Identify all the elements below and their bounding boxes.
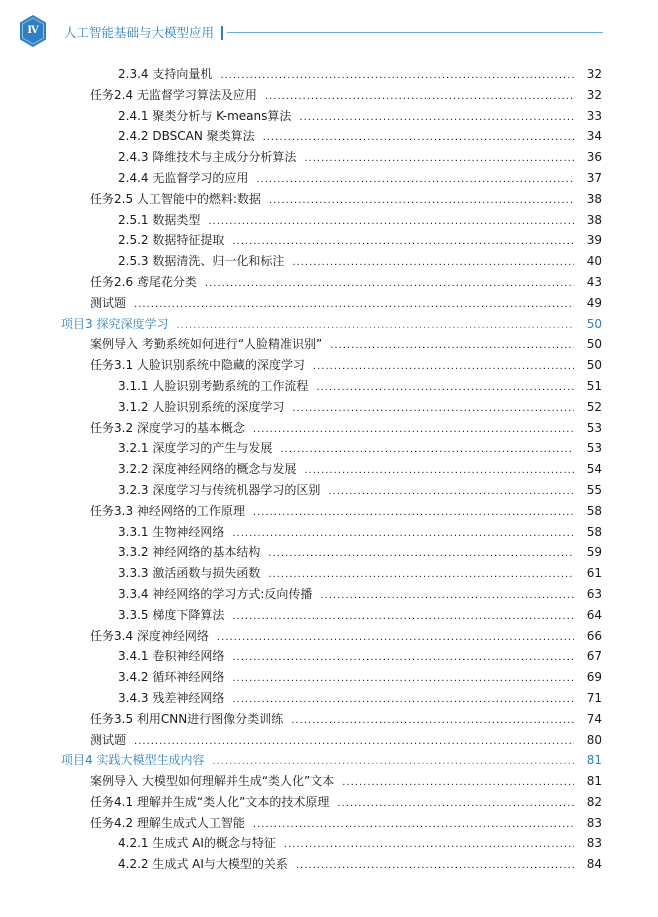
toc-dot-leader [291,711,574,732]
toc-entry-page-number: 40 [586,254,602,269]
toc-entry-title: 任务3.1 人脸识别系统中隐藏的深度学习 [90,358,305,373]
toc-dot-leader [176,316,574,337]
toc-dot-leader [296,856,574,877]
toc-entry-title: 测试题 [90,295,127,310]
toc-dot-leader [205,274,574,295]
toc-section-entry[interactable] [0,64,658,85]
toc-entry-page-number: 53 [586,441,602,456]
toc-entry-page-number: 33 [586,108,602,123]
toc-task-entry[interactable] [0,730,658,751]
toc-entry-page-number: 83 [586,836,602,851]
toc-entry-page-number: 50 [586,337,602,352]
toc-entry-title: 案例导入 大模型如何理解并生成“类人化”文本 [90,774,335,789]
toc-section-entry[interactable] [0,480,658,501]
toc-entry-title: 测试题 [90,732,127,747]
toc-entry-page-number: 37 [586,170,602,185]
toc-task-entry[interactable] [0,334,658,355]
toc-entry-title: 4.2.2 生成式 AI与大模型的关系 [118,857,288,872]
toc-section-entry[interactable] [0,147,658,168]
toc-section-entry[interactable] [0,397,658,418]
toc-entry-title: 任务4.1 理解并生成“类人化”文本的技术原理 [90,794,330,809]
toc-section-entry[interactable] [0,106,658,127]
toc-dot-leader [232,607,574,628]
toc-entry-title: 任务4.2 理解生成式人工智能 [90,815,245,830]
toc-dot-leader [263,128,574,149]
toc-entry-page-number: 82 [586,794,602,809]
toc-dot-leader [299,108,574,129]
toc-dot-leader [217,628,574,649]
toc-entry-title: 2.4.4 无监督学习的应用 [118,170,249,185]
toc-entry-page-number: 58 [586,524,602,539]
toc-dot-leader [284,835,574,856]
toc-entry-page-number: 54 [586,462,602,477]
toc-section-entry[interactable] [0,376,658,397]
toc-dot-leader [268,544,574,565]
toc-entry-title: 3.3.3 激活函数与损失函数 [118,566,261,581]
toc-entry-page-number: 61 [586,566,602,581]
toc-entry-page-number: 66 [586,628,602,643]
toc-dot-leader [328,482,574,503]
toc-section-entry[interactable] [0,563,658,584]
toc-entry-title: 任务3.4 深度神经网络 [90,628,209,643]
header-divider-bar [221,26,223,40]
toc-entry-title: 任务3.5 利用CNN进行图像分类训练 [90,711,284,726]
toc-entry-page-number: 36 [586,150,602,165]
toc-dot-leader [208,212,574,233]
toc-entry-page-number: 74 [586,711,602,726]
toc-dot-leader [320,586,574,607]
toc-dot-leader [268,565,574,586]
toc-section-entry[interactable] [0,251,658,272]
toc-dot-leader [304,149,574,170]
toc-section-entry[interactable] [0,833,658,854]
toc-entry-title: 项目3 探究深度学习 [61,316,169,331]
toc-dot-leader [134,732,574,753]
toc-section-entry[interactable] [0,126,658,147]
toc-entry-title: 3.3.1 生物神经网络 [118,524,225,539]
toc-section-entry[interactable] [0,605,658,626]
toc-entry-page-number: 50 [586,358,602,373]
toc-task-entry[interactable] [0,418,658,439]
toc-entry-title: 2.4.3 降维技术与主成分分析算法 [118,150,297,165]
toc-section-entry[interactable] [0,459,658,480]
toc-task-entry[interactable] [0,626,658,647]
toc-entry-title: 3.4.3 残差神经网络 [118,690,225,705]
toc-section-entry[interactable] [0,667,658,688]
toc-dot-leader [232,232,574,253]
toc-section-entry[interactable] [0,646,658,667]
toc-entry-title: 3.2.2 深度神经网络的概念与发展 [118,462,297,477]
toc-entry-title: 任务2.4 无监督学习算法及应用 [90,87,257,102]
toc-task-entry[interactable] [0,293,658,314]
toc-task-entry[interactable] [0,272,658,293]
toc-entry-title: 3.4.1 卷积神经网络 [118,649,225,664]
toc-entry-title: 3.2.3 深度学习与传统机器学习的区别 [118,482,321,497]
toc-task-entry[interactable] [0,709,658,730]
toc-dot-leader [316,378,574,399]
toc-entry-page-number: 83 [586,815,602,830]
toc-dot-leader [253,503,574,524]
toc-entry-title: 4.2.1 生成式 AI的概念与特征 [118,836,276,851]
toc-section-entry[interactable] [0,542,658,563]
toc-entry-title: 2.5.1 数据类型 [118,212,201,227]
toc-entry-title: 任务3.3 神经网络的工作原理 [90,503,245,518]
toc-entry-title: 3.3.5 梯度下降算法 [118,607,225,622]
toc-task-entry[interactable] [0,189,658,210]
toc-entry-page-number: 81 [586,774,602,789]
toc-entry-page-number: 71 [586,690,602,705]
toc-entry-title: 3.1.1 人脸识别考勤系统的工作流程 [118,378,309,393]
toc-task-entry[interactable] [0,501,658,522]
toc-entry-page-number: 38 [586,191,602,206]
toc-entry-page-number: 81 [586,753,602,768]
running-header [0,0,658,60]
toc-entry-page-number: 53 [586,420,602,435]
toc-entry-page-number: 52 [586,399,602,414]
toc-entry-title: 任务2.6 鸢尾花分类 [90,274,197,289]
toc-dot-leader [337,794,574,815]
toc-task-entry[interactable] [0,813,658,834]
toc-entry-title: 3.4.2 循环神经网络 [118,670,225,685]
toc-dot-leader [134,295,574,316]
toc-dot-leader [232,669,574,690]
toc-dot-leader [342,773,574,794]
toc-project-entry[interactable] [0,314,658,335]
toc-entry-page-number: 32 [586,87,602,102]
toc-entry-title: 3.3.4 神经网络的学习方式:反向传播 [118,586,313,601]
toc-entry-title: 2.5.2 数据特征提取 [118,233,225,248]
toc-entry-title: 2.3.4 支持向量机 [118,67,213,81]
toc-entry-title: 3.3.2 神经网络的基本结构 [118,545,261,560]
toc-dot-leader [292,399,574,420]
toc-entry-page-number: 80 [586,732,602,747]
toc-entry-page-number: 38 [586,212,602,227]
toc-entry-title: 2.5.3 数据清洗、归一化和标注 [118,254,285,269]
toc-dot-leader [265,87,574,108]
toc-dot-leader [232,648,574,669]
toc-entry-page-number: 34 [586,129,602,144]
toc-entry-title: 项目4 实践大模型生成内容 [61,753,205,768]
toc-section-entry[interactable] [0,438,658,459]
toc-dot-leader [313,357,574,378]
book-title: 人工智能基础与大模型应用 [64,25,215,40]
toc-task-entry[interactable] [0,792,658,813]
toc-section-entry[interactable] [0,210,658,231]
toc-entry-page-number: 49 [586,295,602,310]
toc-entry-page-number: 50 [586,316,602,331]
toc-dot-leader [269,191,574,212]
toc-entry-title: 2.4.2 DBSCAN 聚类算法 [118,129,255,144]
toc-entry-title: 任务2.5 人工智能中的燃料:数据 [90,191,261,206]
toc-entry-title: 任务3.2 深度学习的基本概念 [90,420,245,435]
toc-dot-leader [304,461,574,482]
toc-entry-page-number: 64 [586,607,602,622]
toc-entry-title: 3.1.2 人脸识别系统的深度学习 [118,399,285,414]
toc-dot-leader [292,253,574,274]
toc-dot-leader [280,440,574,461]
toc-section-entry[interactable] [0,688,658,709]
toc-entry-page-number: 32 [586,67,602,81]
toc-entry-page-number: 63 [586,586,602,601]
toc-section-entry[interactable] [0,584,658,605]
toc-entry-title: 3.2.1 深度学习的产生与发展 [118,441,273,456]
toc-section-entry[interactable] [0,854,658,875]
toc-entry-page-number: 51 [586,378,602,393]
toc-dot-leader [253,420,574,441]
toc-entry-page-number: 55 [586,482,602,497]
toc-entry-page-number: 69 [586,670,602,685]
table-of-contents [0,64,658,875]
toc-entry-page-number: 67 [586,649,602,664]
toc-project-entry[interactable] [0,750,658,771]
toc-entry-title: 2.4.1 聚类分析与 K-means算法 [118,108,292,123]
toc-task-entry[interactable] [0,771,658,792]
toc-dot-leader [212,752,574,773]
toc-section-entry[interactable] [0,168,658,189]
toc-entry-title: 案例导入 考勤系统如何进行“人脸精准识别” [90,337,323,352]
toc-task-entry[interactable] [0,85,658,106]
toc-dot-leader [220,66,574,87]
toc-section-entry[interactable] [0,230,658,251]
toc-dot-leader [232,524,574,545]
toc-dot-leader [253,815,574,836]
toc-task-entry[interactable] [0,355,658,376]
toc-entry-page-number: 59 [586,545,602,560]
toc-entry-page-number: 39 [586,233,602,248]
toc-entry-page-number: 84 [586,857,602,872]
header-rule [227,32,603,33]
toc-dot-leader [232,690,574,711]
toc-entry-page-number: 43 [586,274,602,289]
page-number: Ⅳ [27,25,39,36]
toc-dot-leader [330,336,574,357]
toc-dot-leader [256,170,574,191]
toc-section-entry[interactable] [0,522,658,543]
toc-entry-page-number: 58 [586,503,602,518]
